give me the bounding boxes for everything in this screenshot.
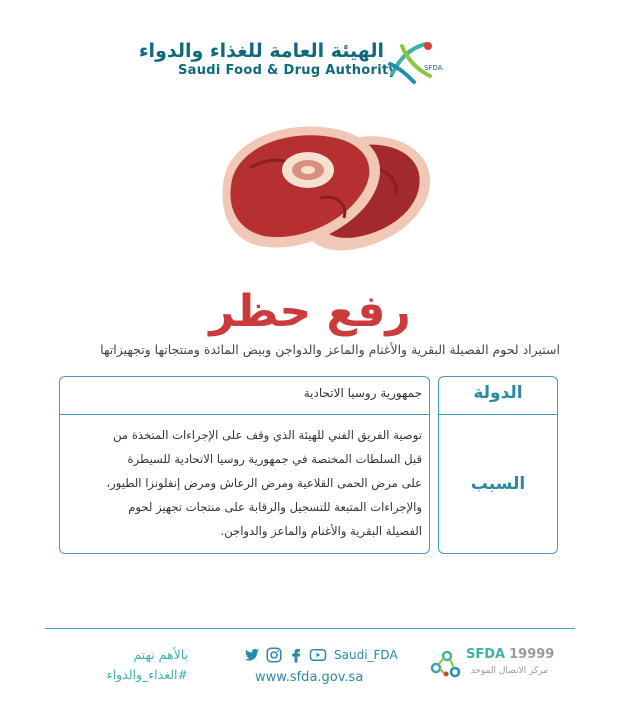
contact-center-icon bbox=[430, 646, 462, 680]
meat-steak-icon bbox=[210, 108, 436, 278]
footer-divider bbox=[45, 628, 575, 629]
footer-hashtag: #الغذاء_والدواء bbox=[106, 667, 188, 682]
footer-tagline: بالأهم نهتم bbox=[133, 647, 188, 662]
logo-badge-text: SFDA bbox=[424, 64, 443, 72]
website-link[interactable]: www.sfda.gov.sa bbox=[255, 670, 364, 685]
contact-number[interactable]: 19999 bbox=[509, 647, 555, 662]
row-divider bbox=[60, 414, 429, 415]
value-reason bbox=[68, 423, 422, 543]
instagram-icon[interactable] bbox=[265, 646, 283, 664]
contact-line bbox=[466, 647, 554, 662]
reason-line: قبل السلطات المختصة في جمهورية روسيا الاتحادية للسيطرة bbox=[127, 452, 422, 466]
social-links bbox=[243, 645, 398, 665]
contact-label: SFDA bbox=[466, 647, 506, 662]
label-country: الدولة bbox=[473, 383, 523, 403]
reason-line: على مرض الحمى القلاعية ومرض الرعاش ومرض إنفلونزا الطيور، bbox=[106, 476, 422, 490]
youtube-icon[interactable] bbox=[309, 646, 327, 664]
social-handle[interactable]: Saudi_FDA bbox=[334, 648, 398, 662]
reason-line: والإجراءات المتبعة للتسجيل والرقابة على منتجات تجهيز لحوم bbox=[128, 500, 422, 514]
sfda-logo-icon bbox=[386, 38, 443, 84]
reason-line: الفصيلة البقرية والأغنام والماعز والدواجن. bbox=[220, 524, 422, 538]
page-title: رفع حظر bbox=[209, 286, 411, 337]
row-divider bbox=[439, 414, 557, 415]
reason-line: توصية الفريق الفني للهيئة الذي وقف على الإجراءات المتخذة من bbox=[113, 428, 422, 442]
twitter-icon[interactable] bbox=[243, 646, 261, 664]
org-name-english: Saudi Food & Drug Authority bbox=[178, 63, 398, 78]
contact-center-label: مركز الاتصال الموحد bbox=[470, 666, 548, 676]
facebook-icon[interactable] bbox=[287, 646, 305, 664]
label-reason: السبب bbox=[470, 474, 526, 494]
page-subtitle: استيراد لحوم الفصيلة البقرية والأغنام والماعز والدواجن وبيض المائدة ومنتجاتها وتجهيزاتها bbox=[100, 342, 560, 357]
value-country: جمهورية روسيا الاتحادية bbox=[303, 386, 422, 400]
org-name-arabic: الهيئة العامة للغذاء والدواء bbox=[138, 40, 384, 62]
